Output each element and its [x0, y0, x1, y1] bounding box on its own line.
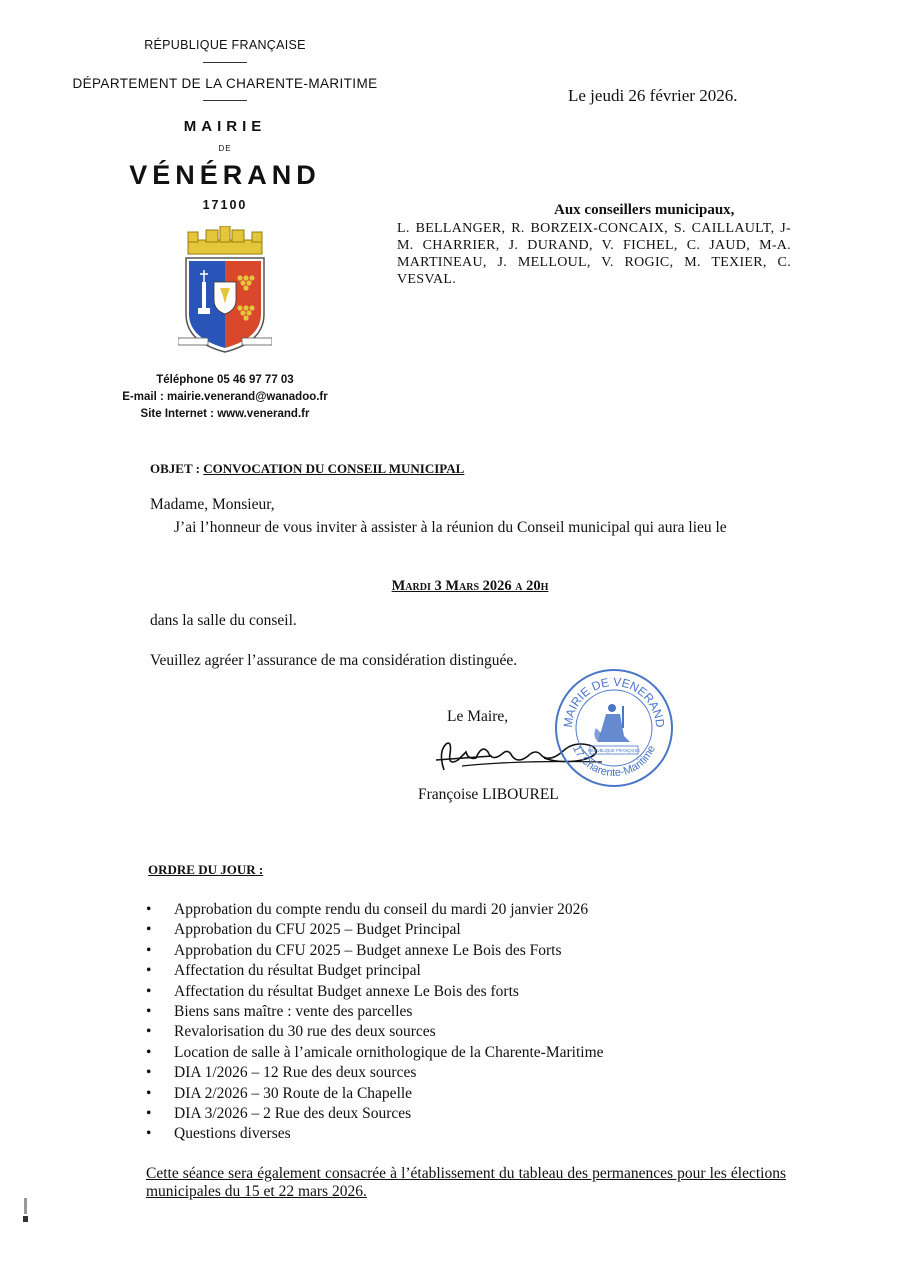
divider: [203, 62, 247, 63]
bullet-icon: •: [146, 941, 152, 959]
bullet-icon: •: [146, 1043, 152, 1061]
bullet-icon: •: [146, 1003, 152, 1021]
commune-name: VÉNÉRAND: [129, 160, 321, 190]
recipients-list: L. BELLANGER, R. BORZEIX-CONCAIX, S. CAILLAULT, J-M. CHARRIER, J. DURAND, V. FICHEL, C. JAUD, M-A. MARTINEAU, J. MELLOUL, V. ROGIC, M. TEXIER, C. VESVAL.: [397, 221, 791, 287]
divider: [203, 100, 247, 101]
bullet-icon: •: [146, 921, 152, 939]
bullet-icon: •: [146, 1105, 152, 1123]
bullet-icon: •: [146, 1125, 152, 1143]
printer-mark-icon: [22, 1196, 30, 1224]
subject-text: CONVOCATION DU CONSEIL MUNICIPAL: [203, 461, 465, 476]
de-label: DE: [218, 144, 232, 153]
bullet-icon: •: [146, 1064, 152, 1082]
letter-date: Le jeudi 26 février 2026.: [568, 86, 738, 105]
mairie-label: MAIRIE: [183, 118, 267, 135]
stamp-banner: RÉPUBLIQUE FRANÇAISE: [587, 748, 641, 753]
meeting-date: Mardi 3 Mars 2026 a 20h: [391, 578, 549, 594]
postcode: 17100: [202, 198, 248, 212]
list-item: • Affectation du résultat Budget principal: [146, 961, 706, 981]
stamp-top-text: MAIRIE DE VENERAND: [560, 674, 668, 729]
salutation: Madame, Monsieur,: [150, 496, 275, 513]
list-item: • Location de salle à l’amicale ornithologique de la Charente-Maritime: [146, 1043, 706, 1063]
agenda-list: [146, 900, 706, 1145]
bullet-icon: •: [146, 982, 152, 1000]
email: E-mail : mairie.venerand@wanadoo.fr: [122, 391, 328, 403]
bullet-icon: •: [146, 962, 152, 980]
coat-of-arms-icon: [178, 226, 272, 358]
subject-label: OBJET :: [150, 461, 200, 476]
phone: Téléphone 05 46 97 77 03: [156, 374, 294, 386]
list-item: • Biens sans maître : vente des parcelles: [146, 1002, 706, 1022]
list-item: • Approbation du compte rendu du conseil du mardi 20 janvier 2026: [146, 900, 706, 920]
official-stamp-icon: [552, 666, 676, 790]
list-item: • Affectation du résultat Budget annexe Le Bois des forts: [146, 982, 706, 1002]
stamp-bottom-text: 17 Charente-Maritime: [569, 743, 659, 780]
subject-line: [150, 461, 464, 477]
agenda-title: ORDRE DU JOUR :: [148, 862, 264, 877]
mayor-name: Françoise LIBOUREL: [418, 786, 559, 803]
list-item: • Approbation du CFU 2025 – Budget Principal: [146, 920, 706, 940]
mayor-title: Le Maire,: [447, 708, 509, 725]
republic-label: RÉPUBLIQUE FRANÇAISE: [144, 38, 306, 52]
list-item: • DIA 2/2026 – 30 Route de la Chapelle: [146, 1084, 706, 1104]
list-item: • Questions diverses: [146, 1124, 706, 1144]
list-item: • Approbation du CFU 2025 – Budget annexe Le Bois des Forts: [146, 941, 706, 961]
bullet-icon: •: [146, 1084, 152, 1102]
meeting-location: dans la salle du conseil.: [150, 612, 297, 629]
bullet-icon: •: [146, 901, 152, 918]
website: Site Internet : www.venerand.fr: [140, 408, 310, 420]
bullet-icon: •: [146, 1023, 152, 1041]
department-label: DÉPARTEMENT DE LA CHARENTE-MARITIME: [72, 76, 378, 91]
recipients-title: Aux conseillers municipaux,: [554, 202, 735, 218]
closing-formula: Veuillez agréer l’assurance de ma considération distinguée.: [150, 652, 518, 669]
invitation-text: J’ai l’honneur de vous inviter à assister à la réunion du Conseil municipal qui aura lieu le: [174, 519, 727, 536]
list-item: • DIA 1/2026 – 12 Rue des deux sources: [146, 1063, 706, 1083]
list-item: • Revalorisation du 30 rue des deux sources: [146, 1022, 706, 1042]
list-item: • DIA 3/2026 – 2 Rue des deux Sources: [146, 1104, 706, 1124]
closing-note: Cette séance sera également consacrée à l’établissement du tableau des permanences pour les élections municipales du 15 et 22 mars 2026.: [146, 1165, 786, 1200]
contact-info: [100, 372, 350, 423]
